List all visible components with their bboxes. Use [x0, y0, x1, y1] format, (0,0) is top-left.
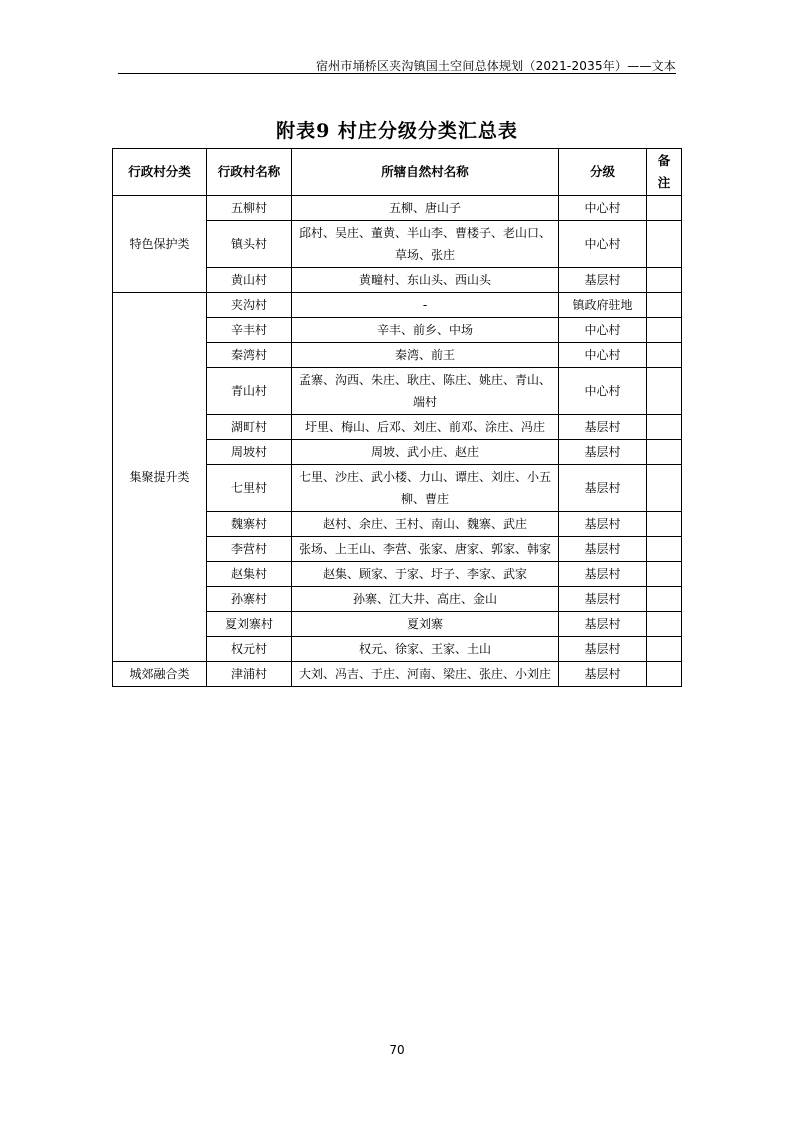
remark-cell [647, 637, 682, 662]
level-cell: 基层村 [559, 512, 647, 537]
village-name-cell: 七里村 [207, 465, 292, 512]
remark-cell [647, 318, 682, 343]
remark-cell [647, 587, 682, 612]
level-cell: 基层村 [559, 562, 647, 587]
level-cell: 基层村 [559, 637, 647, 662]
village-name-cell: 津浦村 [207, 662, 292, 687]
village-name-cell: 夹沟村 [207, 293, 292, 318]
natural-villages-cell: - [292, 293, 559, 318]
category-cell: 特色保护类 [113, 196, 207, 293]
header-divider [118, 73, 676, 74]
village-name-cell: 湖町村 [207, 415, 292, 440]
page-number: 70 [389, 1043, 405, 1057]
natural-villages-cell: 秦湾、前王 [292, 343, 559, 368]
table-title: 附表9 村庄分级分类汇总表 [276, 120, 518, 142]
village-name-cell: 辛丰村 [207, 318, 292, 343]
remark-cell [647, 415, 682, 440]
village-name-cell: 黄山村 [207, 268, 292, 293]
running-header: 宿州市埇桥区夹沟镇国土空间总体规划（2021-2035年）——文本 [315, 59, 676, 73]
natural-villages-cell: 大刘、冯吉、于庄、河南、梁庄、张庄、小刘庄 [292, 662, 559, 687]
natural-villages-cell: 七里、沙庄、武小楼、力山、谭庄、刘庄、小五柳、曹庄 [292, 465, 559, 512]
remark-cell [647, 196, 682, 221]
level-cell: 中心村 [559, 368, 647, 415]
table-row [113, 196, 682, 221]
level-cell: 中心村 [559, 221, 647, 268]
village-classification-table [112, 148, 682, 687]
level-cell: 中心村 [559, 343, 647, 368]
remark-cell [647, 562, 682, 587]
column-header-remark [647, 149, 682, 196]
natural-villages-cell: 辛丰、前乡、中场 [292, 318, 559, 343]
remark-cell [647, 440, 682, 465]
natural-villages-cell: 五柳、唐山子 [292, 196, 559, 221]
natural-villages-cell: 黄疃村、东山头、西山头 [292, 268, 559, 293]
remark-cell [647, 662, 682, 687]
table-body [113, 196, 682, 687]
natural-villages-cell: 圩里、梅山、后邓、刘庄、前邓、涂庄、冯庄 [292, 415, 559, 440]
level-cell: 基层村 [559, 612, 647, 637]
village-name-cell: 赵集村 [207, 562, 292, 587]
level-cell: 中心村 [559, 196, 647, 221]
natural-villages-cell: 夏刘寨 [292, 612, 559, 637]
remark-cell [647, 293, 682, 318]
village-name-cell: 周坡村 [207, 440, 292, 465]
column-header-level: 分级 [559, 149, 647, 196]
village-name-cell: 夏刘寨村 [207, 612, 292, 637]
village-name-cell: 秦湾村 [207, 343, 292, 368]
natural-villages-cell: 孟寨、沟西、朱庄、耿庄、陈庄、姚庄、青山、端村 [292, 368, 559, 415]
remark-cell [647, 512, 682, 537]
natural-villages-cell: 权元、徐家、王家、土山 [292, 637, 559, 662]
level-cell: 中心村 [559, 318, 647, 343]
natural-villages-cell: 赵村、余庄、王村、南山、魏寨、武庄 [292, 512, 559, 537]
category-cell: 城郊融合类 [113, 662, 207, 687]
village-name-cell: 权元村 [207, 637, 292, 662]
remark-cell [647, 537, 682, 562]
column-header-natural-villages: 所辖自然村名称 [292, 149, 559, 196]
level-cell: 基层村 [559, 537, 647, 562]
natural-villages-cell: 赵集、顾家、于家、圩子、李家、武家 [292, 562, 559, 587]
level-cell: 基层村 [559, 415, 647, 440]
column-header-village-name: 行政村名称 [207, 149, 292, 196]
level-cell: 基层村 [559, 268, 647, 293]
column-header-category: 行政村分类 [113, 149, 207, 196]
natural-villages-cell: 邱村、吴庄、董黄、半山李、曹楼子、老山口、草场、张庄 [292, 221, 559, 268]
village-name-cell: 孙寨村 [207, 587, 292, 612]
level-cell: 基层村 [559, 662, 647, 687]
village-name-cell: 五柳村 [207, 196, 292, 221]
category-cell: 集聚提升类 [113, 293, 207, 662]
remark-cell [647, 465, 682, 512]
village-name-cell: 青山村 [207, 368, 292, 415]
remark-cell [647, 612, 682, 637]
natural-villages-cell: 孙寨、江大井、高庄、金山 [292, 587, 559, 612]
remark-cell [647, 343, 682, 368]
table-header-row [113, 149, 682, 196]
remark-cell [647, 368, 682, 415]
village-name-cell: 镇头村 [207, 221, 292, 268]
table-row [113, 293, 682, 318]
remark-header-text: 备 注 [657, 153, 671, 190]
remark-cell [647, 268, 682, 293]
level-cell: 镇政府驻地 [559, 293, 647, 318]
village-name-cell: 李营村 [207, 537, 292, 562]
remark-cell [647, 221, 682, 268]
natural-villages-cell: 张场、上王山、李营、张家、唐家、郭家、韩家 [292, 537, 559, 562]
level-cell: 基层村 [559, 465, 647, 512]
table-row [113, 662, 682, 687]
level-cell: 基层村 [559, 440, 647, 465]
natural-villages-cell: 周坡、武小庄、赵庄 [292, 440, 559, 465]
village-name-cell: 魏寨村 [207, 512, 292, 537]
level-cell: 基层村 [559, 587, 647, 612]
